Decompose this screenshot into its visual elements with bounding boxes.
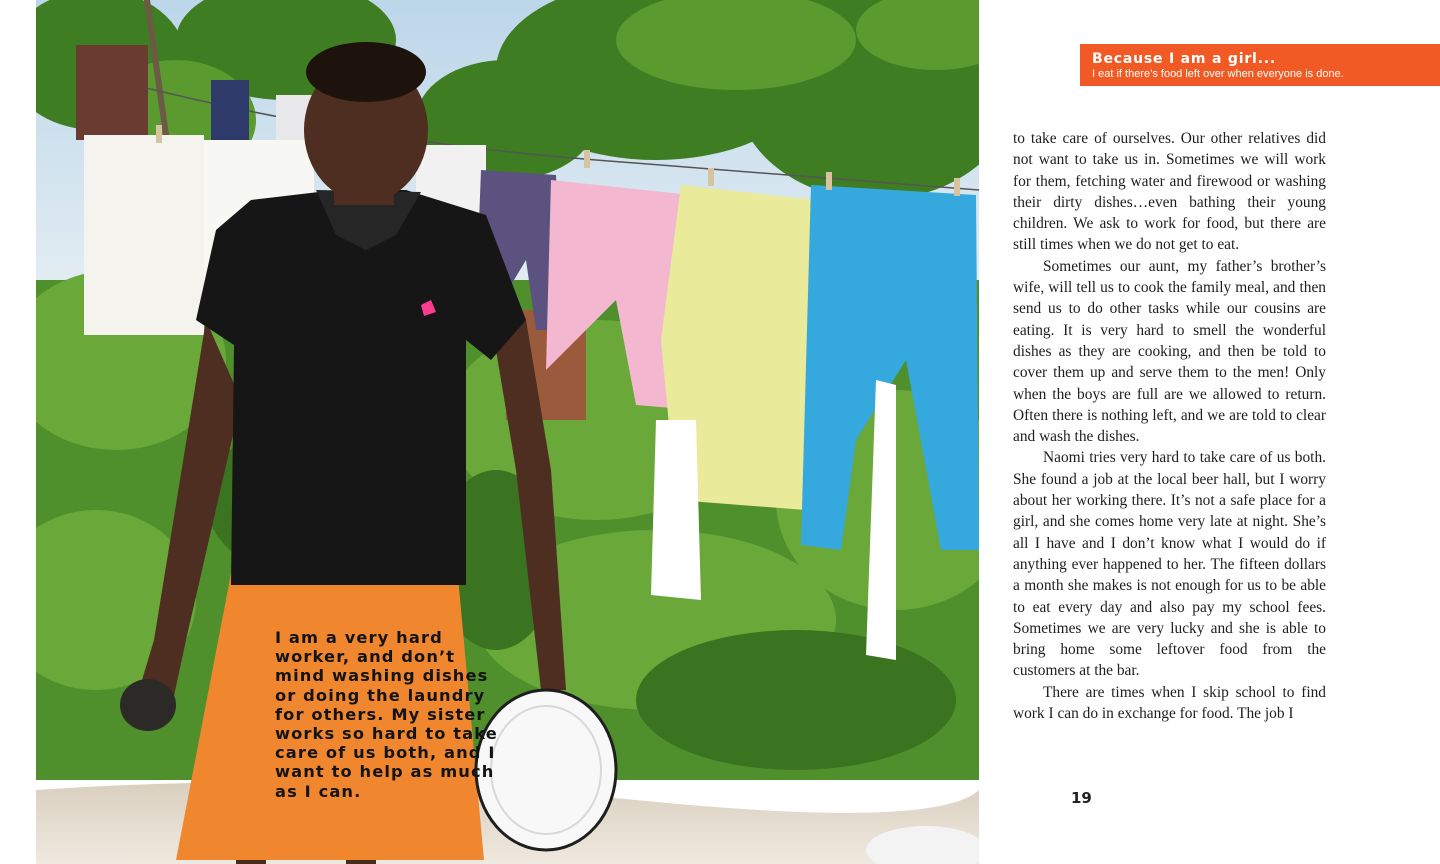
because-i-am-a-girl-banner [1080, 44, 1440, 86]
article-paragraph: to take care of ourselves. Our other relatives did not want to take us in. Sometimes we will work for them, fetching water and firewood or washing their dirty dishes…even bathing their young children. We ask to work for food, but there are still times when we do not get to eat. [1013, 130, 1326, 254]
girl-with-laundry-photo [36, 0, 979, 864]
page-number: 19 [1071, 789, 1092, 807]
banner-subtitle: I eat if there’s food left over when everyone is done. [1092, 68, 1344, 80]
banner-title: Because I am a girl... [1092, 51, 1276, 67]
photo-caption: I am a very hard worker, and don’t mind washing dishes or doing the laundry for others. My sister works so hard to take care of us both, and I want to help as much as I can. [275, 628, 498, 801]
article-body [1013, 128, 1326, 724]
article-paragraph: There are times when I skip school to find work I can do in exchange for food. The job I [1013, 683, 1326, 723]
article-paragraph: Naomi tries very hard to take care of us both. She found a job at the local beer hall, but I worry about her working there. It’s not a safe place for a girl, and she comes home very late at night. She’s all I have and I don’t know what I would do if anything ever happened to her. The fifteen dollars a month she makes is not enough for us to be able to eat every day and also pay my school fees. Sometimes we are very lucky and she is able to bring home some leftover food from the customers at the bar. [1013, 449, 1326, 680]
article-paragraph: Sometimes our aunt, my father’s brother’s wife, will tell us to cook the family meal, and then send us to do other tasks while our cousins are eating. It is very hard to smell the wonderful dishes as they are cooking, and then be told to cover them up and serve them to the men! Only when the boys are full are we allowed to return. Often there is nothing left, and we are told to clear and wash the dishes. [1013, 257, 1326, 446]
